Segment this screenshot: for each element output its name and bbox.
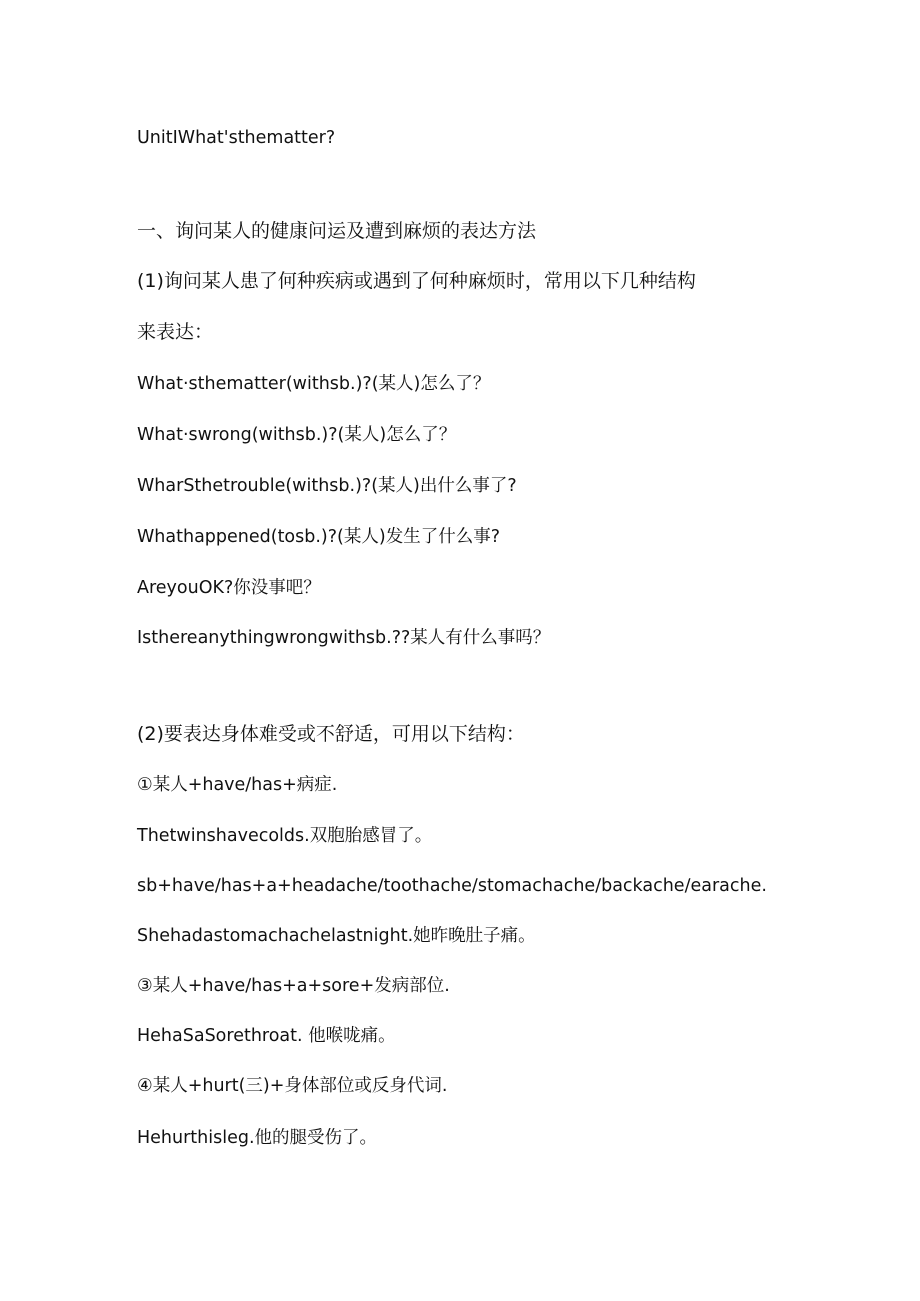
structure-line: ④某人+hurt(三)+身体部位或反身代词. bbox=[137, 1076, 448, 1096]
phrase-line: AreyouOK?你没事吧？ bbox=[137, 578, 321, 598]
intro-text-continued: 来表达： bbox=[137, 321, 214, 343]
section-heading: 一、询问某人的健康问运及遭到麻烦的表达方法 bbox=[137, 220, 537, 242]
intro-text: (1)询问某人患了何种疾病或遇到了何种麻烦时，常用以下几种结构 bbox=[137, 270, 696, 292]
example-line: Thetwinshavecolds.双胞胎感冒了。 bbox=[137, 826, 433, 846]
example-line: HehaSaSorethroat. 他喉咙痛。 bbox=[137, 1026, 396, 1046]
phrase-line: What·sthematter(withsb.)?(某人)怎么了？ bbox=[137, 374, 491, 394]
phrase-line: What·swrong(withsb.)?(某人)怎么了？ bbox=[137, 425, 457, 445]
phrase-line: Isthereanythingwrongwithsb.??某人有什么事吗？ bbox=[137, 628, 551, 648]
unit-title: UnitIWhat'sthematter? bbox=[137, 128, 336, 148]
phrase-line: WharSthetrouble(withsb.)?(某人)出什么事了? bbox=[137, 476, 517, 496]
section2-intro: (2)要表达身体难受或不舒适，可用以下结构： bbox=[137, 723, 525, 745]
example-line: Shehadastomachachelastnight.她昨晚肚子痛。 bbox=[137, 926, 536, 946]
phrase-line: Whathappened(tosb.)?(某人)发生了什么事? bbox=[137, 527, 500, 547]
structure-line: ③某人+have∕has+a+sore+发病部位. bbox=[137, 976, 450, 996]
structure-line: ①某人+have∕has+病症. bbox=[137, 775, 338, 795]
example-line: Hehurthisleg.他的腿受伤了。 bbox=[137, 1128, 378, 1148]
structure-line: sb+have∕has+a+headache∕toothache∕stomachache∕backache∕earache. bbox=[137, 876, 767, 896]
